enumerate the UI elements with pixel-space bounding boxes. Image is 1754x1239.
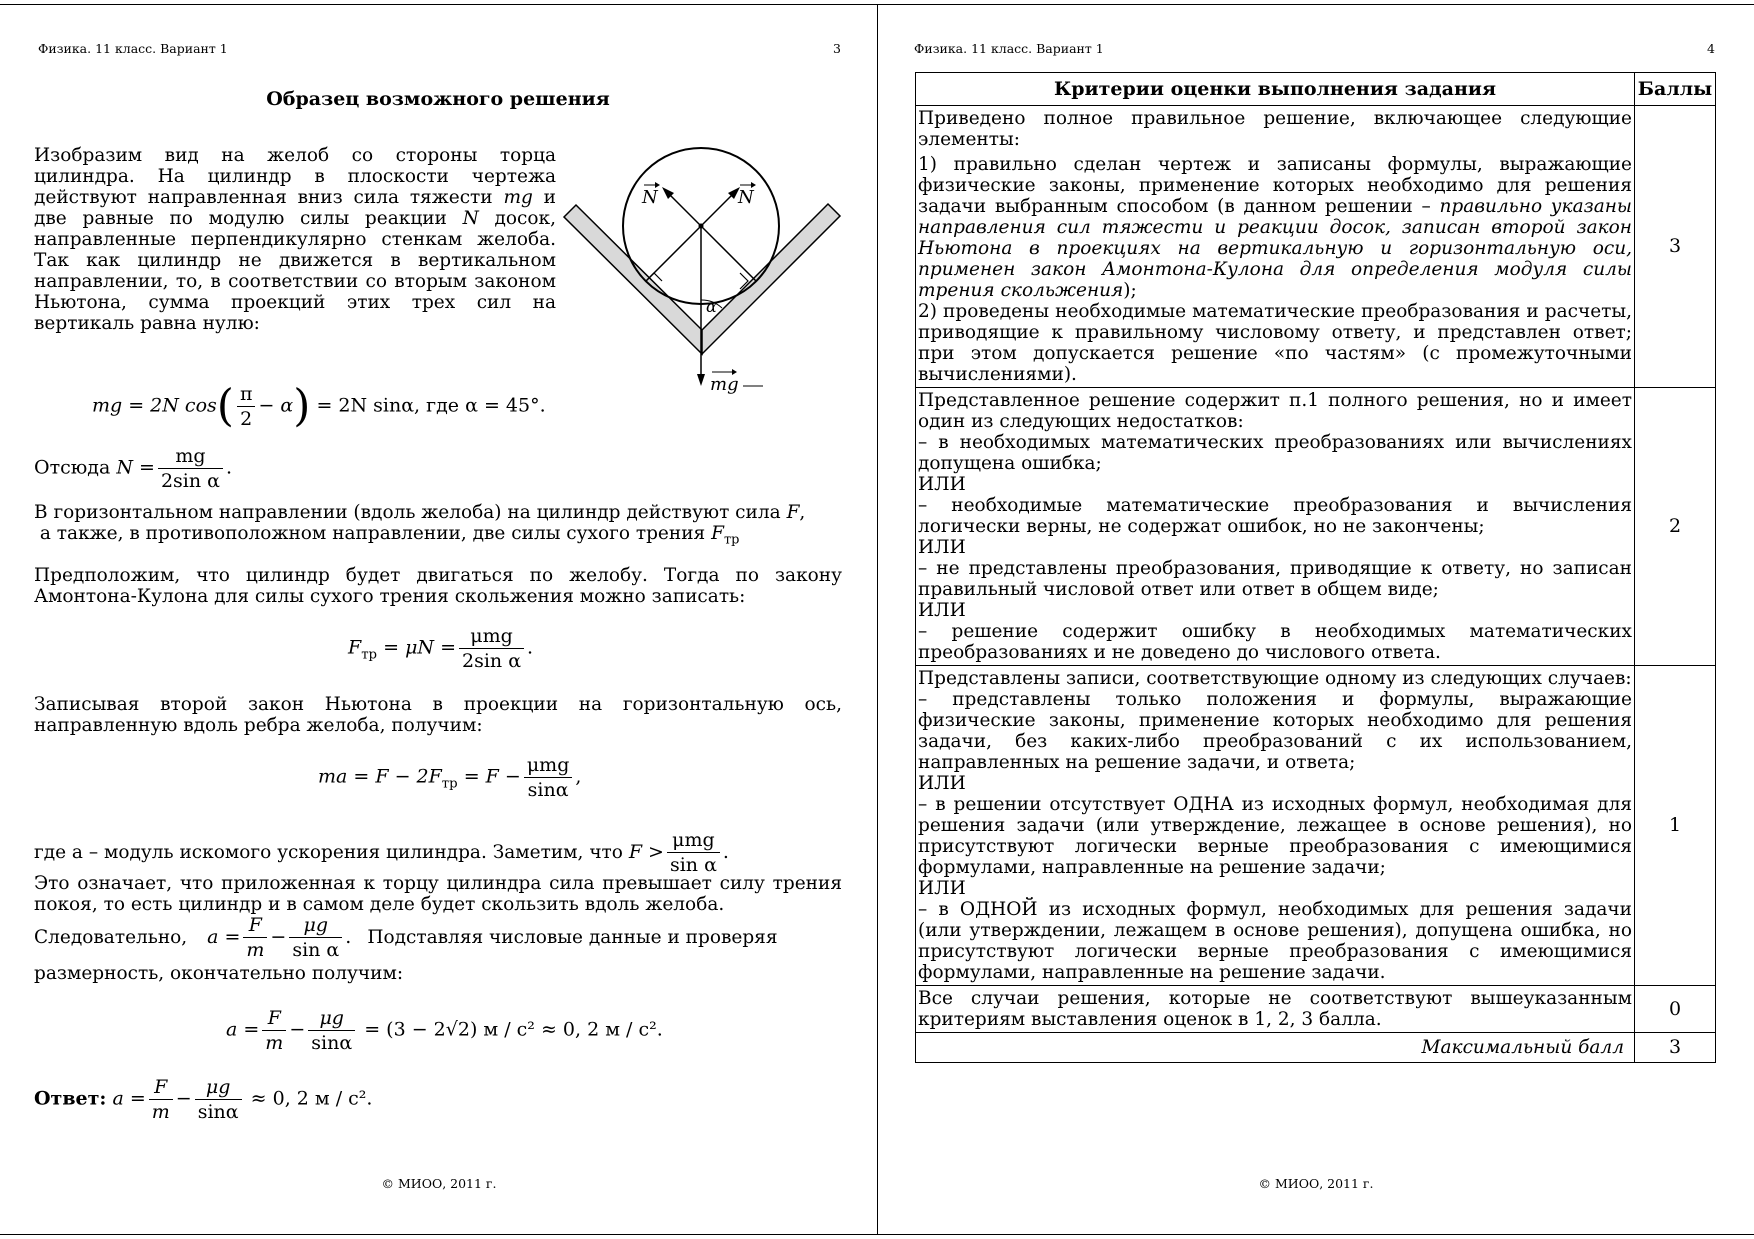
score-2: 2 (1635, 388, 1716, 666)
means-paragraph: Это означает, что приложенная к торцу цилиндра сила превышает силу трения покоя, то есть цилиндр и в самом деле будет скользить вдоль желоба. (34, 873, 842, 915)
vector-n: N (462, 208, 479, 229)
footer: © МИОО, 2011 г. (381, 1176, 497, 1191)
label-alpha: α (706, 297, 717, 316)
footer: © МИОО, 2011 г. (1258, 1176, 1374, 1191)
formula-friction: $F_{тр} = \mu N$ = $\frac{\text{μmg}}{\text{2sin α}}$ . (348, 625, 534, 672)
formula-vertical-balance: mg = 2N cos( $\frac{\pi}{2}$ − α) = 2N sinα, где α = 45°. (92, 380, 546, 432)
table-row-3: Приведено полное правильное решение, включающее следующие элементы: 1) правильно сделан чертеж и записаны формулы, выражающие физические законы, применение которых необходимо для решения задачи выбранным способом (в данном решении – правильно указаны направления сил тяжести и реакции досок, записан второй закон Ньютона в проекциях на вертикальную и горизонтальную оси, применен закон Амонтона-Кулона для определения модуля силы трения скольжения); 2) проведены необходимые математические преобразования и расчеты, приводящие к правильному числовому ответу, и представлен ответ; при этом допускается решение «по частям» (с промежуточными вычислениями). 3 (916, 106, 1716, 388)
where-paragraph: где a – модуль искомого ускорения цилиндра. Заметим, что F > $\frac{\text{μmg}}{\text{sin α}}$ . (34, 829, 729, 876)
suppose-paragraph: Предположим, что цилиндр будет двигаться по желобу. Тогда по закону Амонтона-Кулона для силы сухого трения скольжения можно записать: (34, 565, 842, 607)
formula-final: a = $\frac{F}{m}$ − $\frac{\mu g}{\sin\alpha}$ = (3 − 2√2) м / с² ≈ 0, 2 м / с². (226, 1007, 663, 1054)
max-score-label: Максимальный балл (916, 1033, 1635, 1063)
answer-line: Ответ: a = $\frac{F}{m}$ − $\frac{\mu g}{\sin\alpha}$ ≈ 0, 2 м / с². (34, 1076, 373, 1123)
therefore-paragraph: Следовательно, a = $\frac{F}{m}$ − $\frac{\mu g}{\text{sin α}}$ . Подставляя числовые данные и проверяя размерность, окончательно получим: (34, 914, 778, 984)
label-n-left: N (642, 187, 658, 208)
formula-newton: ma = $F - 2F_{тр} = F$ − $\frac{\text{μmg}}{\sin\alpha}$ , (318, 754, 582, 801)
page-title: Образец возможного решения (266, 88, 610, 110)
horizontal-paragraph: В горизонтальном направлении (вдоль желоба) на цилиндр действуют сила F, а также, в противоположном направлении, две силы сухого трения $F_{тр}$ (34, 502, 806, 548)
score-1: 1 (1635, 666, 1716, 986)
table-row-1: Представлены записи, соответствующие одному из следующих случаев: – представлены только положения и формулы, выражающие физические законы, применение которых необходимо для решения задачи, без каких-либо преобразований с их использованием, направленных на решение задачи, и ответа; ИЛИ – в решении отсутствует ОДНА из исходных формул, необходимая для решения задачи (или утверждение, лежащее в основе решения), но присутствуют логически верные преобразования с имеющимися формулами, направленные на решение задачи; ИЛИ – в ОДНОЙ из исходных формул, необходимых для решения задачи (или утверждении, лежащем в основе решения), допущена ошибка, но присутствуют логически верные преобразования с имеющимися формулами, направленные на решение задачи. 1 (916, 666, 1716, 986)
vector-mg: mg (503, 187, 533, 208)
trough-diagram (562, 140, 852, 400)
score-0: 0 (1635, 986, 1716, 1033)
table-row-2: Представленное решение содержит п.1 полного решения, но и имеет один из следующих недостатков: – в необходимых математических преобразованиях или вычислениях допущена ошибка; ИЛИ – необходимые математические преобразования и вычисления логически верны, не содержат ошибок, но не закончены; ИЛИ – не представлены преобразования, приводящие к ответу, но записан правильный числовой ответ или ответ в общем виде; ИЛИ – решение содержит ошибку в необходимых математических преобразованиях и не доведено до числового ответа. 2 (916, 388, 1716, 666)
header-points: Баллы (1635, 73, 1716, 106)
max-score: 3 (1635, 1033, 1716, 1063)
page-number: 3 (833, 41, 841, 56)
table-row-max (916, 1033, 1716, 1063)
table-header-row (916, 73, 1716, 106)
criteria-table (915, 72, 1716, 1063)
right-board (702, 204, 840, 354)
label-mg: mg (710, 374, 739, 395)
table-row-0: Все случаи решения, которые не соответствуют вышеуказанным критериям выставления оценок в 1, 2, 3 балла. 0 (916, 986, 1716, 1033)
label-n-right: N (738, 187, 754, 208)
running-head: Физика. 11 класс. Вариант 1 (38, 41, 228, 56)
score-3: 3 (1635, 106, 1716, 388)
newton-paragraph: Записывая второй закон Ньютона в проекции на горизонтальную ось, направленную вдоль ребра желоба, получим: (34, 694, 842, 736)
running-head: Физика. 11 класс. Вариант 1 (914, 41, 1104, 56)
page-number: 4 (1707, 41, 1715, 56)
intro-paragraph: Изобразим вид на желоб со стороны торца цилиндра. На цилиндр в плоскости чертежа действуют направленная вниз сила тяжести mg и две равные по модулю силы реакции N досок, направленные перпендикулярно стенкам желоба. Так как цилиндр не движется в вертикальном направлении, то, в соответствии со вторым законом Ньютона, сумма проекций этих трех сил на вертикаль равна нулю: (34, 145, 556, 334)
header-criteria: Критерии оценки выполнения задания (916, 73, 1635, 106)
formula-n: Отсюда N = $\frac{mg}{\text{2sin α}}$ . (34, 445, 233, 492)
left-board (564, 205, 702, 354)
